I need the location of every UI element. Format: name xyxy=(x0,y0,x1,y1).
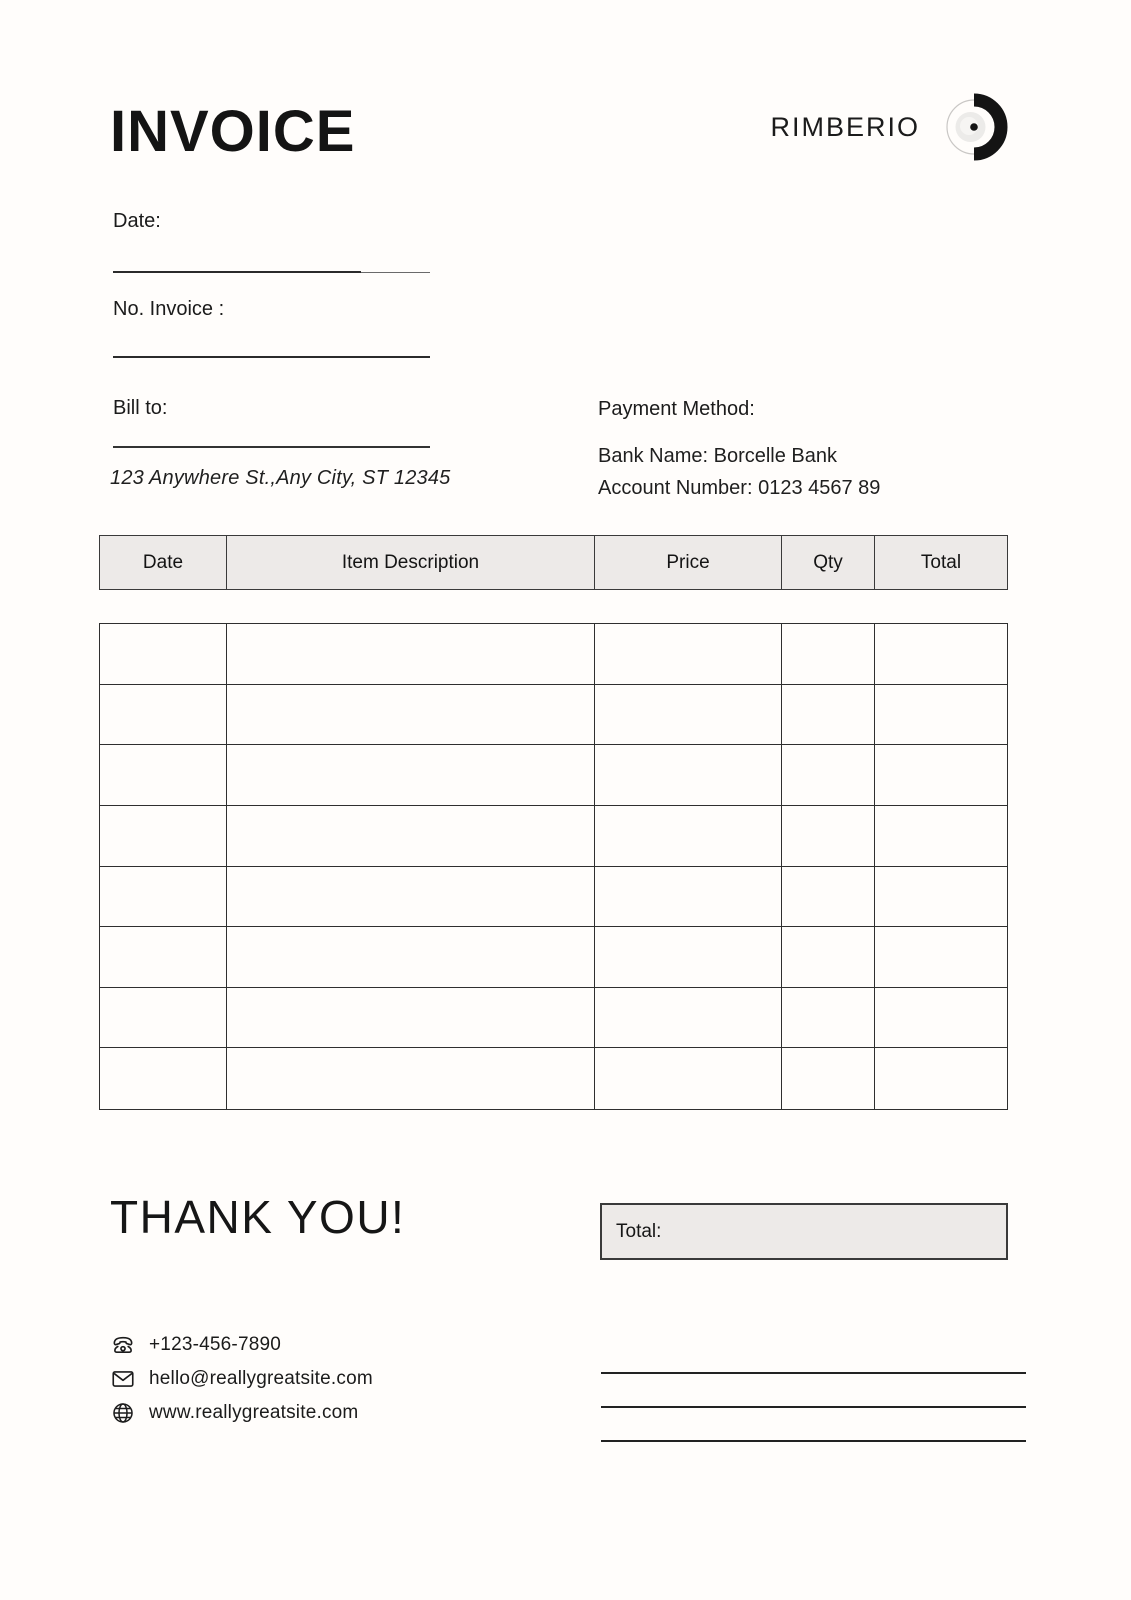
signature-line[interactable] xyxy=(601,1440,1026,1442)
table-cell[interactable] xyxy=(227,745,595,805)
table-cell[interactable] xyxy=(100,867,227,927)
table-cell[interactable] xyxy=(595,988,782,1048)
table-row xyxy=(100,1048,1007,1109)
table-cell[interactable] xyxy=(227,685,595,745)
website-url: www.reallygreatsite.com xyxy=(149,1402,359,1423)
table-row xyxy=(100,624,1007,685)
column-header-item-description: Item Description xyxy=(227,536,595,589)
table-cell[interactable] xyxy=(782,1048,875,1109)
table-cell[interactable] xyxy=(595,624,782,684)
bank-name: Bank Name: Borcelle Bank xyxy=(598,445,838,467)
email-icon xyxy=(110,1366,136,1392)
table-row xyxy=(100,685,1007,746)
table-cell[interactable] xyxy=(782,806,875,866)
table-cell[interactable] xyxy=(595,806,782,866)
phone-icon xyxy=(110,1332,136,1358)
crescent-circle-logo-icon xyxy=(940,93,1008,161)
signature-line[interactable] xyxy=(601,1406,1026,1408)
table-cell[interactable] xyxy=(875,806,1007,866)
email-address: hello@reallygreatsite.com xyxy=(149,1368,373,1389)
table-cell[interactable] xyxy=(595,927,782,987)
table-row xyxy=(100,927,1007,988)
total-box[interactable] xyxy=(600,1203,1008,1260)
table-cell[interactable] xyxy=(782,927,875,987)
table-header-row xyxy=(99,535,1008,590)
account-number: Account Number: 0123 4567 89 xyxy=(598,477,881,499)
table-cell[interactable] xyxy=(875,685,1007,745)
brand-block xyxy=(770,92,1008,162)
table-cell[interactable] xyxy=(875,1048,1007,1109)
table-cell[interactable] xyxy=(100,685,227,745)
brand-name: RIMBERIO xyxy=(770,111,920,142)
table-cell[interactable] xyxy=(227,806,595,866)
signature-line[interactable] xyxy=(601,1372,1026,1374)
table-cell[interactable] xyxy=(227,1048,595,1109)
contact-row-website xyxy=(110,1400,373,1426)
table-cell[interactable] xyxy=(100,745,227,805)
table-row xyxy=(100,745,1007,806)
table-cell[interactable] xyxy=(227,988,595,1048)
table-cell[interactable] xyxy=(782,624,875,684)
column-header-date: Date xyxy=(100,536,227,589)
bill-to-label: Bill to: xyxy=(113,397,168,419)
table-cell[interactable] xyxy=(875,624,1007,684)
table-cell[interactable] xyxy=(875,927,1007,987)
table-cell[interactable] xyxy=(227,927,595,987)
globe-icon xyxy=(110,1400,136,1426)
table-cell[interactable] xyxy=(782,745,875,805)
table-cell[interactable] xyxy=(782,988,875,1048)
table-cell[interactable] xyxy=(595,685,782,745)
table-cell[interactable] xyxy=(227,867,595,927)
table-cell[interactable] xyxy=(875,988,1007,1048)
payment-method-label: Payment Method: xyxy=(598,398,755,420)
table-cell[interactable] xyxy=(595,745,782,805)
table-cell[interactable] xyxy=(100,624,227,684)
column-header-price: Price xyxy=(595,536,782,589)
table-row xyxy=(100,988,1007,1049)
table-cell[interactable] xyxy=(100,1048,227,1109)
contact-row-phone xyxy=(110,1332,373,1358)
contact-row-email xyxy=(110,1366,373,1392)
table-row xyxy=(100,806,1007,867)
table-cell[interactable] xyxy=(595,867,782,927)
column-header-qty: Qty xyxy=(782,536,875,589)
bill-to-fill-line[interactable] xyxy=(113,446,430,448)
invoice-number-fill-line[interactable] xyxy=(113,356,430,358)
table-cell[interactable] xyxy=(227,624,595,684)
payment-method-block xyxy=(598,398,880,504)
column-header-total: Total xyxy=(920,551,962,573)
date-fill-line[interactable] xyxy=(113,271,430,289)
table-cell[interactable] xyxy=(100,988,227,1048)
table-cell[interactable] xyxy=(100,806,227,866)
thank-you-text: THANK YOU! xyxy=(110,1191,406,1243)
table-row xyxy=(100,867,1007,928)
table-cell[interactable] xyxy=(875,745,1007,805)
date-label: Date: xyxy=(113,210,161,232)
contact-list xyxy=(110,1332,373,1426)
invoice-number-label: No. Invoice : xyxy=(113,298,225,320)
table-cell[interactable] xyxy=(875,867,1007,927)
table-cell[interactable] xyxy=(782,685,875,745)
bill-to-address: 123 Anywhere St.,Any City, ST 12345 xyxy=(110,467,451,489)
total-label: Total: xyxy=(616,1220,662,1242)
page-title: INVOICE xyxy=(110,99,356,164)
table-cell[interactable] xyxy=(595,1048,782,1109)
table-body xyxy=(99,623,1008,1110)
table-cell[interactable] xyxy=(100,927,227,987)
phone-number: +123-456-7890 xyxy=(149,1334,282,1355)
table-cell[interactable] xyxy=(782,867,875,927)
